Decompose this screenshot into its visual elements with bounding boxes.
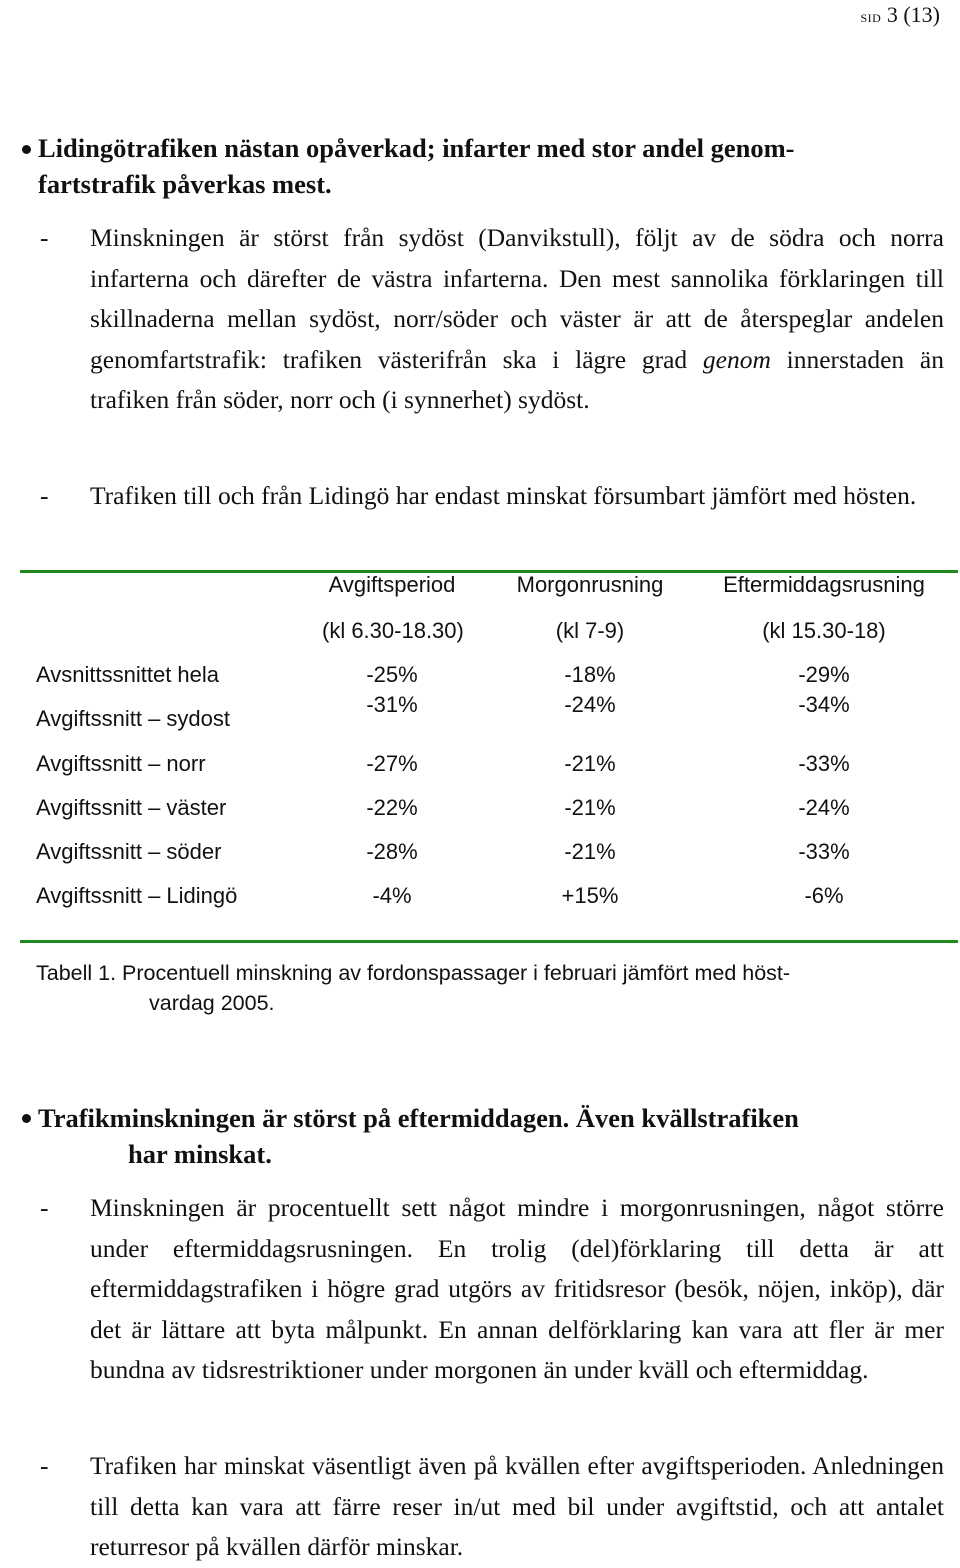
table-cell: -33% xyxy=(798,751,850,776)
row-label: Avgiftssnitt – söder xyxy=(36,839,222,864)
table-cell: -27% xyxy=(366,751,418,776)
table-bottom-rule xyxy=(20,940,958,943)
table-cell: -25% xyxy=(366,662,418,687)
row-label: Avsnittssnittet hela xyxy=(36,662,220,687)
bullet-icon xyxy=(22,145,31,154)
column-header-eftermiddagsrusning: Eftermiddagsrusning xyxy=(723,572,925,597)
section1-point1 xyxy=(90,218,944,421)
section1-point1-text-a: Minskningen är störst från sydöst (Danvikstull), följt av de södra och norra infarterna och därefter de västra infarterna. Den mest sannolika förklaringen till skillnaderna mellan sydöst, norr/söder och väster är att de återspeglar andelen genomfartstrafik: trafiken västerifrån ska i lägre grad xyxy=(90,223,944,374)
row-label: Avgiftssnitt – väster xyxy=(36,795,227,820)
row-label: Avgiftssnitt – norr xyxy=(36,751,206,776)
table-cell: -33% xyxy=(798,839,850,864)
table-cell: -22% xyxy=(366,795,418,820)
table-cell: -34% xyxy=(798,692,850,717)
table-cell: +15% xyxy=(561,883,619,908)
row-label: Avgiftssnitt – Lidingö xyxy=(36,883,238,908)
section1-point1-emphasis: genom xyxy=(702,344,771,374)
section2-heading-line1: Trafikminskningen är störst på eftermiddagen. Även kvällstrafiken xyxy=(38,1103,799,1133)
section1-point1-text-b: innerstaden än trafiken från söder, norr och (i synnerhet) sydöst. xyxy=(90,344,944,414)
table-cell: -21% xyxy=(564,751,616,776)
table-cell: -21% xyxy=(564,839,616,864)
page-number-value: 3 (13) xyxy=(886,2,940,27)
page-number xyxy=(861,2,941,28)
table-cell: -21% xyxy=(564,795,616,820)
table-cell: -24% xyxy=(564,692,616,717)
section2-point2 xyxy=(90,1446,944,1568)
bullet-icon xyxy=(22,1114,31,1123)
table-caption-line2: vardag 2005. xyxy=(149,991,275,1015)
table-cell: -29% xyxy=(798,662,850,687)
table-cell: -28% xyxy=(366,839,418,864)
table-cell: -18% xyxy=(564,662,616,687)
row-label: Avgiftssnitt – sydost xyxy=(36,706,231,731)
table-cell: -6% xyxy=(804,883,844,908)
column-header-avgiftsperiod: Avgiftsperiod xyxy=(328,572,456,597)
section1-point2-text: Trafiken till och från Lidingö har endast minskat försumbart jämfört med hösten. xyxy=(90,481,917,510)
dash-marker: - xyxy=(40,481,49,510)
column-subheader-avgiftsperiod: (kl 6.30-18.30) xyxy=(322,618,464,643)
table-caption xyxy=(36,958,936,1018)
section2-point1-text: Minskningen är procentuellt sett något mindre i morgonrusningen, något större under eftermiddagsrusningen. En trolig (del)förklaring till detta är att eftermiddagstrafiken i högre grad utgörs av fritidsresor (besök, nöjen, inköp), där det är lättare att byta målpunkt. En annan delförklaring kan vara att fler är mer bundna av tidsrestriktioner under morgonen än under kväll och eftermiddag. xyxy=(90,1193,944,1384)
column-subheader-morgonrusning: (kl 7-9) xyxy=(555,618,625,643)
section2-point2-text: Trafiken har minskat väsentligt även på kvällen efter avgiftsperioden. Anledningen till detta kan vara att färre reser in/ut med bil under avgiftstid, och att antalet returresor på kvällen därför minskar. xyxy=(90,1451,944,1561)
dash-marker: - xyxy=(40,1451,49,1480)
dash-marker: - xyxy=(40,223,49,252)
table-caption-line1: Tabell 1. Procentuell minskning av fordonspassager i februari jämfört med höst- xyxy=(36,961,791,985)
section1-heading-line1: Lidingötrafiken nästan opåverkad; infarter med stor andel genom- xyxy=(38,133,795,163)
section1-point2 xyxy=(90,476,944,517)
table-cell: -24% xyxy=(798,795,850,820)
table-cell: -4% xyxy=(372,883,412,908)
dash-marker: - xyxy=(40,1193,49,1222)
column-subheader-eftermiddagsrusning: (kl 15.30-18) xyxy=(762,618,886,643)
section2-heading-line2: har minskat. xyxy=(128,1139,272,1169)
page-number-prefix: sid xyxy=(860,7,882,26)
section2-heading xyxy=(38,1100,938,1172)
table-cell: -31% xyxy=(366,692,418,717)
section2-point1 xyxy=(90,1188,944,1391)
column-header-morgonrusning: Morgonrusning xyxy=(516,572,664,597)
section1-heading xyxy=(38,130,938,202)
section1-heading-line2: fartstrafik påverkas mest. xyxy=(38,169,332,199)
